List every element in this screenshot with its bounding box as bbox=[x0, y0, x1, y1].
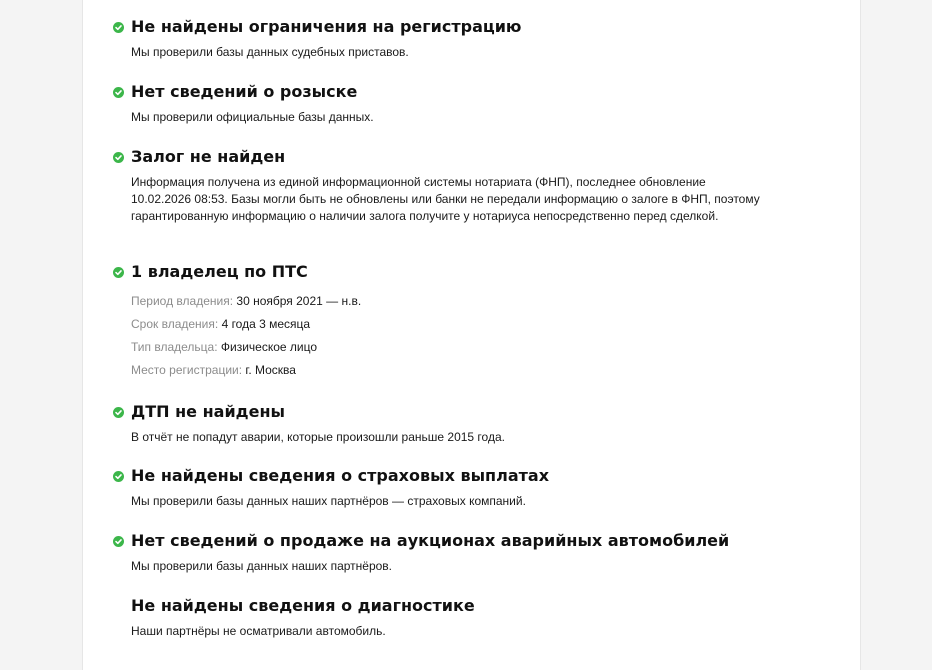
section-title: Залог не найден bbox=[131, 147, 286, 166]
section-description: Наши партнёры не осматривали автомобиль. bbox=[131, 624, 386, 638]
section-title: 1 владелец по ПТС bbox=[131, 262, 308, 281]
check-circle-icon bbox=[113, 87, 124, 98]
detail-value: г. Москва bbox=[245, 363, 296, 377]
section-description: Мы проверили базы данных наших партнёров. bbox=[131, 559, 393, 573]
check-circle-icon bbox=[113, 471, 124, 482]
registration-place bbox=[131, 362, 296, 379]
section-title: Не найдены сведения о страховых выплатах bbox=[131, 466, 550, 485]
detail-value: Физическое лицо bbox=[220, 340, 318, 354]
section-description: Мы проверили базы данных судебных приставов. bbox=[131, 45, 409, 59]
ownership-duration bbox=[131, 316, 310, 333]
ownership-period bbox=[131, 293, 361, 310]
check-registration-restrictions bbox=[131, 17, 821, 61]
check-damaged-auctions bbox=[131, 531, 821, 575]
check-circle-icon bbox=[113, 536, 124, 547]
detail-value: 30 ноября 2021 — н.в. bbox=[236, 294, 362, 308]
check-circle-icon bbox=[113, 267, 124, 278]
section-title: ДТП не найдены bbox=[131, 402, 285, 421]
section-title: Нет сведений о продаже на аукционах аварийных автомобилей bbox=[131, 531, 730, 550]
check-circle-icon bbox=[113, 407, 124, 418]
section-title: Не найдены сведения о диагностике bbox=[131, 596, 475, 615]
check-circle-icon bbox=[113, 22, 124, 33]
detail-label: Срок владения: bbox=[131, 317, 219, 331]
section-description: Мы проверили официальные базы данных. bbox=[131, 110, 374, 124]
check-circle-icon bbox=[113, 152, 124, 163]
check-wanted bbox=[131, 82, 821, 126]
detail-value: 4 года 3 месяца bbox=[221, 317, 311, 331]
detail-label: Тип владельца: bbox=[131, 340, 218, 354]
section-description: В отчёт не попадут аварии, которые произошли раньше 2015 года. bbox=[131, 430, 505, 444]
check-accidents bbox=[131, 402, 821, 446]
section-description: Мы проверили базы данных наших партнёров — страховых компаний. bbox=[131, 494, 526, 508]
section-description: Информация получена из единой информационной системы нотариата (ФНП), последнее обновление 10.02.2026 08:53. Базы могли быть не обновлены или банки не передали информацию о залоге в ФНП, поэтому гарантированную информацию о наличии залога получите у нотариуса непосредственно перед сделкой. bbox=[131, 175, 760, 223]
report-card bbox=[82, 0, 861, 670]
detail-label: Период владения: bbox=[131, 294, 234, 308]
check-owners bbox=[131, 262, 821, 382]
check-diagnostics bbox=[131, 596, 821, 640]
detail-label: Место регистрации: bbox=[131, 363, 243, 377]
check-pledge bbox=[131, 147, 821, 225]
owner-type bbox=[131, 339, 317, 356]
section-title: Нет сведений о розыске bbox=[131, 82, 358, 101]
section-title: Не найдены ограничения на регистрацию bbox=[131, 17, 522, 36]
check-insurance-payments bbox=[131, 466, 821, 510]
